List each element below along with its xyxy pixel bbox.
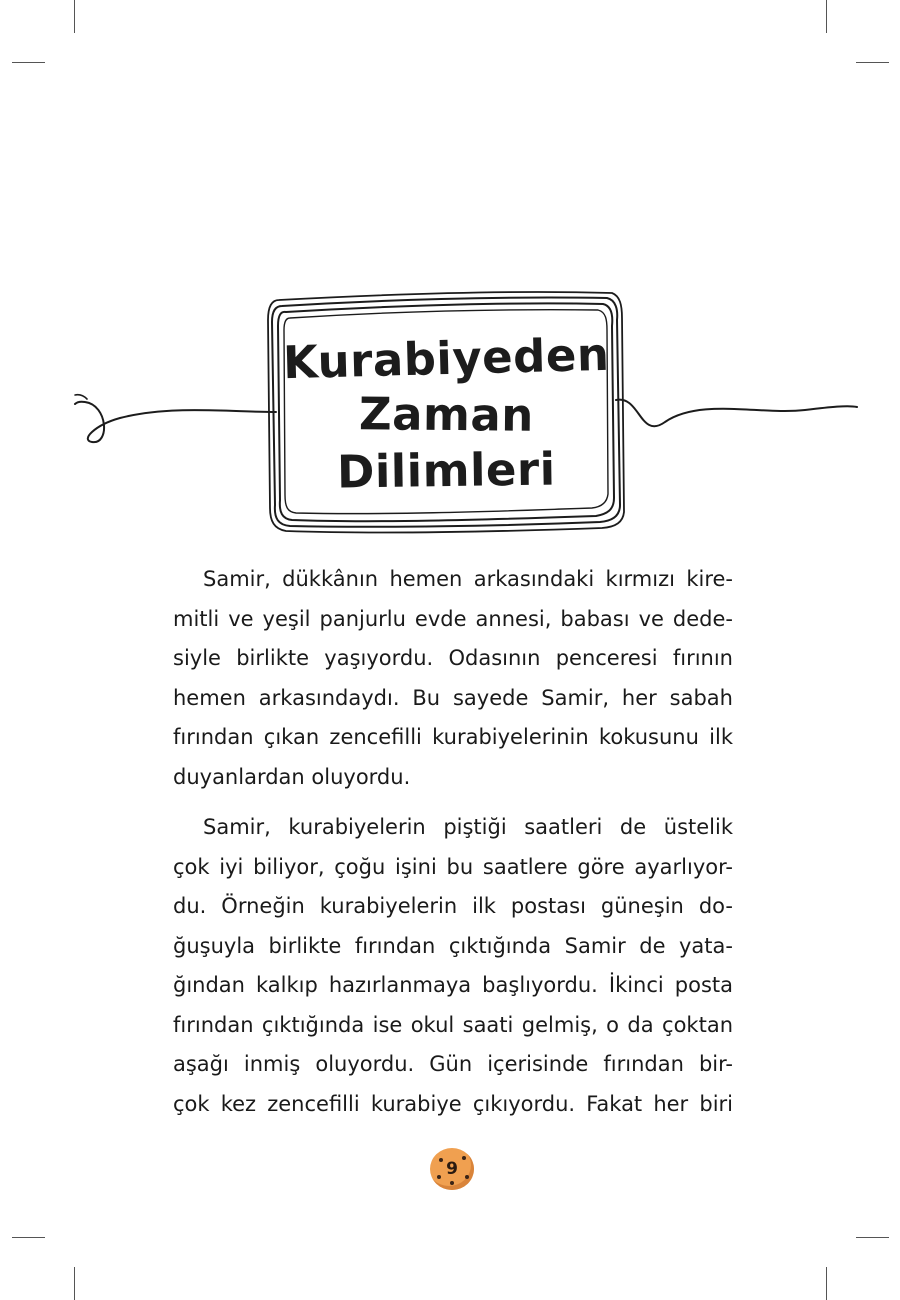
text-line: aşağı inmiş oluyordu. Gün içerisinde fırından bir- <box>173 1052 733 1076</box>
cookie-chip <box>439 1158 443 1162</box>
crop-mark-bottom-left-h <box>12 1237 45 1238</box>
title-line-3: Dilimleri <box>336 442 556 499</box>
crop-mark-bottom-left <box>74 1267 75 1300</box>
crop-mark-top-right-h <box>856 62 889 63</box>
paragraph-2 <box>173 808 733 1124</box>
crop-mark-top-left-h <box>12 62 45 63</box>
text-line: ğından kalkıp hazırlanmaya başlıyordu. İkinci posta <box>173 973 733 997</box>
paragraph-1 <box>173 560 733 797</box>
page-number: 9 <box>446 1159 458 1179</box>
crop-mark-top-right <box>826 0 827 33</box>
title-line-1: Kurabiyeden <box>282 327 610 390</box>
text-line: hemen arkasındaydı. Bu sayede Samir, her sabah <box>173 685 733 710</box>
text-line: fırından çıkan zencefilli kurabiyelerinin kokusunu ilk <box>173 725 733 749</box>
cookie-chip <box>450 1181 454 1185</box>
cookie-chip <box>465 1175 469 1179</box>
text-line: fırından çıktığında ise okul saati gelmiş, o da çoktan <box>173 1012 733 1037</box>
body-text <box>173 560 733 1135</box>
cookie-chip <box>437 1175 441 1179</box>
text-line: Samir, kurabiyelerin piştiği saatleri de üstelik <box>203 815 733 839</box>
text-line: siyle birlikte yaşıyordu. Odasının penceresi fırının <box>173 646 733 670</box>
text-line: mitli ve yeşil panjurlu evde annesi, babası ve dede- <box>173 606 733 631</box>
text-line: çok kez zencefilli kurabiye çıkıyordu. Fakat her biri <box>173 1091 733 1116</box>
title-line-2: Zaman <box>358 387 534 442</box>
crop-mark-bottom-right-h <box>856 1237 889 1238</box>
text-line: ğuşuyla birlikte fırından çıktığında Samir de yata- <box>173 933 733 958</box>
text-line: Samir, dükkânın hemen arkasındaki kırmızı kire- <box>203 567 733 591</box>
text-line: çok iyi biliyor, çoğu işini bu saatlere göre ayarlıyor- <box>173 854 733 879</box>
text-line: duyanlardan oluyordu. <box>173 764 411 789</box>
chapter-title <box>278 308 614 522</box>
page-number-cookie-badge <box>430 1148 474 1190</box>
text-line: du. Örneğin kurabiyelerin ilk postası güneşin do- <box>173 894 733 918</box>
cookie-chip <box>462 1156 466 1160</box>
crop-mark-bottom-right <box>826 1267 827 1300</box>
crop-mark-top-left <box>74 0 75 33</box>
